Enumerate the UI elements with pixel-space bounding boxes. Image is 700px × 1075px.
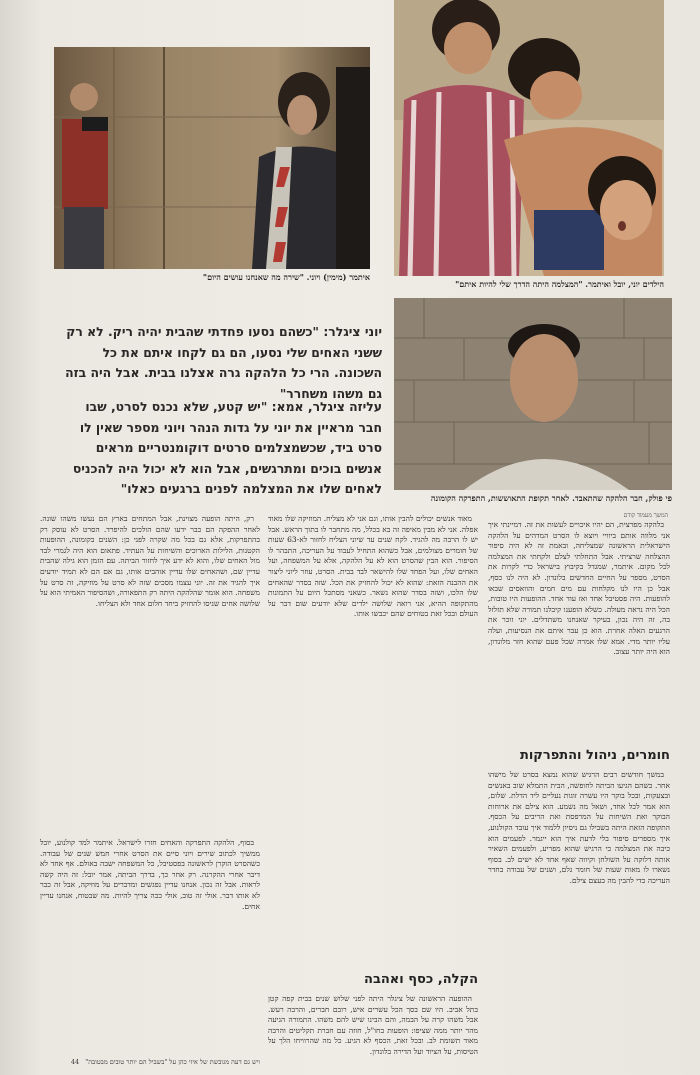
article-paragraph: מאוד אנשים יכולים להבין אותו, וגם אני לא מצליח. המוזיקה שלו מאוד אפלה. אני לא מבין מאיפה זה בא בכלל, מה מתחבר לו בתוך הראש. אבל יש לו הרבה מה להגיד. לקח שנים עד שיוני הצליח לחזור לא-63 שעות של חומרים מצולמים, אבל כשהוא התחיל לעבוד על העריכה, התבהר לו הסיפור. הוא הבין שהסרט הוא לא על הלהקה, אלא על המשפחה, ועל האחים שלו, ועל הפחד שלו להישאר לבד בבית. הסרט, עוזר ליוני ליצור את ההבנה הזאת: שהוא לא יכול להחזיק את הכל. שזה בסדר שהאחים שלו הלכו, ושזה בסדר שהוא נשאר. כשאני מסתכל היום על התמונות מהתקופה ההיא, אני רואה שלושה ילדים שלא יודעים שום דבר על העולם ובכל זאת בטוחים שהם יכבשו אותו.	[268, 514, 478, 619]
article-column-right	[488, 520, 670, 742]
article-column-left-b	[40, 838, 260, 1052]
subhead-right: חומרים, ניהול והתפרקות	[519, 748, 670, 763]
caption-photo-left: איתמר (מימין) ויוני. "שירה מה שאנחנו עושים היום"	[202, 272, 370, 282]
article-column-right-b	[488, 770, 670, 1060]
continued-from-label: המשך מעמוד קודם	[623, 512, 668, 519]
article-column-middle	[268, 514, 478, 966]
photo-itamar-yoni-image	[54, 47, 370, 269]
article-paragraph: בלהקה מפרצית, הם יהיו איכויים לעשות את זה. דמיינתי איך אני מלווה אותם ביוויי ויוצא לו הסרט המדהים על הלהקה הישראלית הראשונה שמצליחה, ובאמת זה לא היה סיפור ההצלחה שרציתי. אבל התחלתי לצלם ולקחתי את המצלמה לכל מקום. איתמר, שמגדל בקיבוץ בישראל כדי לקרות את הסרט, מספר על החיים החדשים בלונדון. לא היה לנו כסף, אבל כן היו לנו מקלחות עם מים חמים והוואסים שבאו להופעות. היה פסטיבל אחד ואז עוד אחד. ההופעות היו טובות, הכל היה נראה מעולה. כשלא הופענו קיבלנו תמורה שלא תזלזל בה, זה היה נכון, בעיקר שאנחנו משתדלים. יוני זוכר את הרגעים האלה אחרת. הוא כן עבר איתם את הנסיעות, ועלה עליו יותר מדי. אמא שלו אמרה שכל פעם שהוא חזר מלונדון, הוא היה יותר עצוב.	[488, 520, 670, 657]
page-number: 44	[70, 1058, 80, 1066]
photo-itamar-yoni	[54, 47, 370, 269]
footer-text: ויש גם דעה מגובשת של איזי כהן על "בשביל הם יותר טובים מבטובה"	[85, 1058, 260, 1066]
pull-quote-aliya: עליזה ציגלר, אמא: "יש קטע, שלא נכנס לסרט, שבו חבר מראיין את יוני על גדות הנהר ויוני מספר שאין לו סרט ביד, שכשמצלמים סרטים דוקומנטריים מראים אנשים בוכים ומתרגשים, אבל הוא לא יכול היה להכניס לאחים שלו את המצלמה לפנים ברגעים כאלו"	[72, 399, 382, 496]
article-paragraph: בסוף, הלהקה התפרקה והאחים חזרו לישראל. איתמר למד קולנוע, יובל ממשיך לכתוב שירים ויוני סיים את הסרט אחרי חמש שנים של עבודה. כשהסרט הוקרן לראשונה בפסטיבל, כל המשפחה ישבה באולם. אף אחד לא דיבר אחרי ההקרנה. רק אחר כך, בדרך הביתה, אמר יובל: זה היה קשה לראות. אבל זה נכון. אנחנו עדיין נפגשים ומדברים על מוזיקה, אבל זה כבר לא אותו דבר. אולי זה טוב, אולי ככה צריך להיות. מה שבטוח, אנחנו עדיין אחים.	[40, 838, 260, 911]
caption-photo-portrait: פי פולק, חבר הלהקה שהתאבד. לאחר תקופת התאוששות, התפרקה הקומונה	[430, 493, 672, 503]
photo-kids-image	[394, 0, 664, 276]
photo-kids	[394, 0, 664, 276]
article-column-left	[40, 514, 260, 834]
pull-quote-yoni: יוני ציגלר: "כשהם נסעו פחדתי שהבית יהיה ריק. לא רק ששני האחים שלי נסעו, הם גם לקחו איתם את כל השכונה. הרי כל הלהקה גרה אצלנו בבית. אבל היה בזה גם משהו משחרר"	[65, 324, 382, 401]
photo-portrait	[394, 298, 672, 490]
article-paragraph: ההופעה הראשונה של ציגלר היתה לפני שלוש שנים בבית קפה קטן בתל אביב. היו שם בסך הכל עשרים איש, רובם חברים, והרבה רעש. אבל משהו קרה על הבמה, והם הבינו שיש להם משהו. התמורה הגיעה מהר יותר ממה שציפו: הופעות בחו"ל, חוזה עם חברת תקליטים והרבה מאוד תשומת לב. ובכל זאת, הכסף לא הגיע. כל מה שהרוויחו הלך על הטיסות, על הציוד ועל הדירה בלונדון.	[268, 994, 478, 1056]
footer-line	[40, 1058, 260, 1066]
photo-portrait-image	[394, 298, 672, 490]
article-paragraph: במשך חודשים רבים הרגיש שהוא נמצא בסרט של מישהו אחר. כשהם הגיעו הביתה לחופשה, הבית התמלא שוב באנשים ובצעקות, ובכל בוקר היו עשרה זוגות נעליים ליד הדלת. שלום, הוא אמר לכל אחד, ושאל מה נשמע. הוא צילם את ארוחות הבוקר ואת השיחות על המרפסת ואת הריבים על הכסף. התקופה הזאת היתה בשבילו גם ניסיון ללמוד איך עובד הקולנוע, איך מספרים סיפור בלי לדעת איך הוא ייגמר. לפעמים הוא כיבה את המצלמה כי הרגיש שהוא מפריע, ולפעמים השאיר אותה דלוקה על השולחן וקיווה שאף אחד לא ישים לב. בסוף נשארו לו מאות שעות של חומר גלם, ושנים של עבודה בחדר העריכה כדי להבין מה בעצם צילם.	[488, 770, 670, 885]
article-column-middle-b	[268, 994, 478, 1062]
caption-photo-kids: הילדים יוני, יובל ואיתמר. "המצלמה היתה הדרך שלי להיות איתם"	[455, 279, 664, 289]
subhead-middle: הקלה, כסף ואהבה	[364, 972, 478, 987]
article-paragraph: רק, היתה הופעה מצוינת, אבל המתחים בארץ הם נעשו משהו שונה. לאחר ההפקה הם כבר ידעו שהם הולכים להיפרד. הסרט לא עוסק רק בהתפרקות, אלא גם בכל מה שקרה לפני כן: השנים בקומונה, ההופעות הקטנות, הלילות הארוכים והשיחות על העתיד. פתאום הוא היה לגמרי לבד מול האחים שלו, והוא לא ידע איך לחזור הביתה. עם הזמן הוא גילה שהבית עדיין שם, ושהאחים שלו עדיין אוהבים אותו, גם אם הם לא תמיד יודעים איך להגיד את זה. יוני עצמו מסכים שזה לא סרט על מוזיקה, זה סרט על משפחה. הוא אומר שהלהקה היתה רק התפאורה, ושהסיפור האמיתי הוא על שלושה אחים שניסו להחזיק ביחד חלום אחד ולא הצליחו.	[40, 514, 260, 608]
